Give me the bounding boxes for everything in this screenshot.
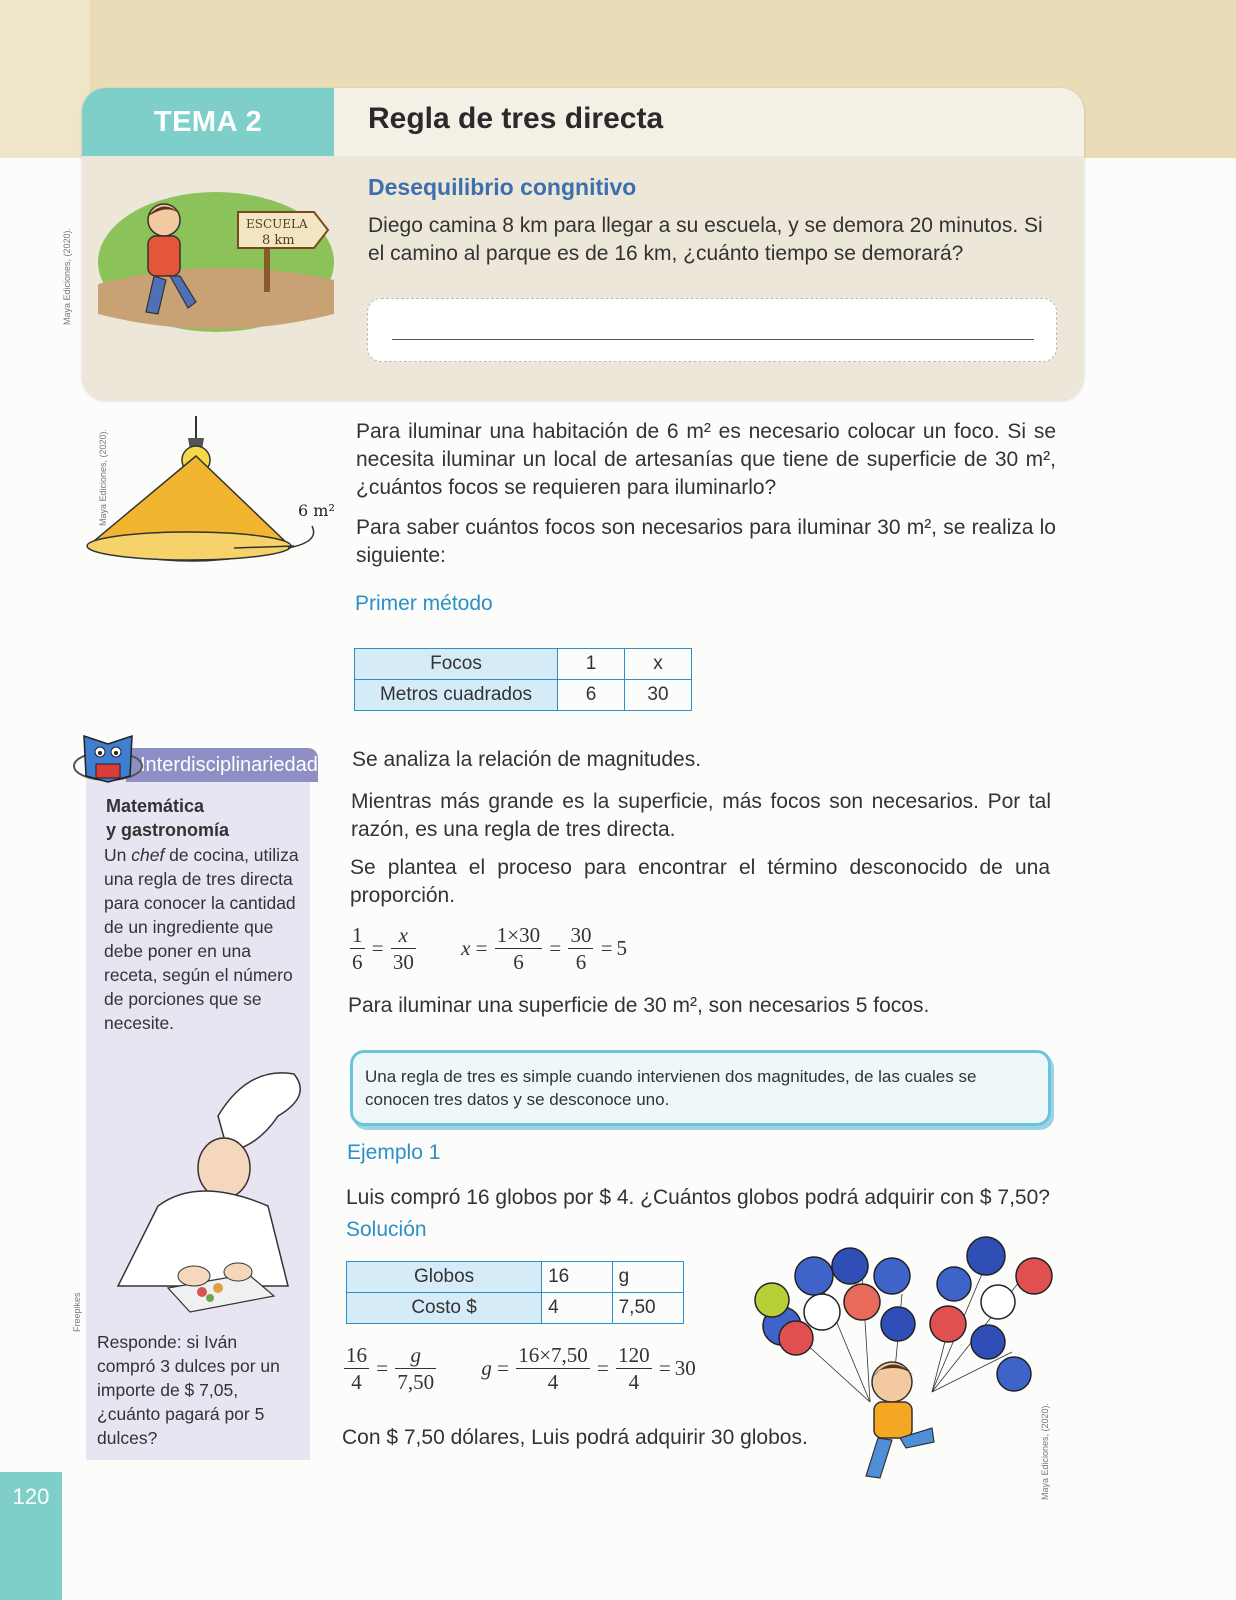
table-cell: 6 — [558, 680, 625, 711]
equation-proportion-2: $\frac{16}{4}$ = $\frac{g}{7,50}$ g = $\frac{16\times 7,50}{4}$ = $\frac{120}{4}$ = 30 — [346, 1343, 696, 1394]
boy-walking-illustration — [96, 184, 336, 332]
table-cell: Costo $ — [347, 1293, 542, 1324]
table-row — [355, 680, 692, 711]
table-cell: Globos — [347, 1262, 542, 1293]
definition-note — [350, 1050, 1051, 1126]
image-credit: Maya Ediciones, (2020). — [62, 227, 72, 325]
metodo-heading: Primer método — [355, 592, 493, 615]
table-row — [355, 649, 692, 680]
ejemplo-problem: Luis compró 16 globos por $ 4. ¿Cuántos globos podrá adquirir con $ 7,50? — [346, 1186, 1050, 1209]
answer-line — [392, 339, 1034, 340]
ejemplo-conclusion: Con $ 7,50 dólares, Luis podrá adquirir 30 globos. — [342, 1426, 808, 1449]
top-band-left — [0, 0, 90, 158]
book-mascot-icon — [70, 726, 146, 788]
responde-question: Responde: si Iván compró 3 dulces por un importe de $ 7,05, ¿cuánto pagará por 5 dulces? — [97, 1332, 280, 1448]
answer-box[interactable] — [367, 298, 1057, 362]
table-row — [347, 1262, 684, 1293]
metodo-conclusion: Para iluminar una superficie de 30 m², son necesarios 5 focos. — [348, 994, 930, 1017]
interdisciplinariedad-label: Interdisciplinariedad — [140, 754, 318, 776]
metodo-paragraph-3: Se plantea el proceso para encontrar el término desconocido de una proporción. — [350, 856, 1050, 907]
problem-text: Diego camina 8 km para llegar a su escuela, y se demora 20 minutos. Si el camino al parque es de 16 km, ¿cuánto tiempo se demorará? — [368, 214, 1043, 265]
chef-illustration — [98, 1056, 316, 1326]
equation-proportion-1: $\frac{1}{6}$ = $\frac{x}{30}$ x = $\frac{1\times 30}{6}$ = $\frac{30}{6}$ = 5 — [352, 923, 628, 974]
table-cell: x — [625, 649, 692, 680]
table-cell: Metros cuadrados — [355, 680, 558, 711]
metodo-paragraph-1: Se analiza la relación de magnitudes. — [352, 748, 702, 771]
table-cell: 16 — [542, 1262, 613, 1293]
chef-credit: Freepikes — [72, 1292, 82, 1332]
intro-paragraph-2: Para saber cuántos focos son necesarios para iluminar 30 m², se realiza lo siguiente: — [356, 516, 1056, 567]
solucion-heading: Solución — [346, 1218, 427, 1241]
table-cell: 1 — [558, 649, 625, 680]
table-cell: 4 — [542, 1293, 613, 1324]
sidebar-heading — [106, 794, 229, 842]
definition-text: Una regla de tres es simple cuando intervienen dos magnitudes, de las cuales se conocen tres datos y se desconoce uno. — [365, 1067, 977, 1109]
table-row — [347, 1293, 684, 1324]
metodo-paragraph-2: Mientras más grande es la superficie, más focos son necesarios. Por tal razón, es una regla de tres directa. — [351, 790, 1051, 841]
lamp-area-label: 6 m² — [298, 501, 335, 520]
focos-table — [354, 648, 692, 711]
table-cell: g — [612, 1262, 683, 1293]
sidebar-heading-line2: y gastronomía — [106, 820, 230, 840]
page-number: 120 — [0, 1472, 62, 1600]
balloons-illustration — [742, 1232, 1062, 1484]
globos-table — [346, 1261, 684, 1324]
interdisciplinariedad-tab — [126, 748, 318, 782]
header-card — [82, 88, 1084, 400]
balloons-credit: Maya Ediciones, (2020). — [1040, 1402, 1050, 1500]
table-cell: Focos — [355, 649, 558, 680]
tema-label: TEMA 2 — [82, 88, 334, 156]
table-cell: 7,50 — [612, 1293, 683, 1324]
page-title: Regla de tres directa — [368, 102, 664, 135]
lamp-illustration — [84, 416, 344, 566]
sidebar-text: Un chef de cocina, utiliza una regla de tres directa para conocer la cantidad de un ingrediente que debe poner en una receta, según el número de porciones que se necesite. — [104, 845, 299, 1033]
sidebar-heading-line1: Matemática — [106, 796, 205, 816]
section-heading: Desequilibrio congnitivo — [368, 174, 637, 200]
ejemplo-heading: Ejemplo 1 — [347, 1141, 441, 1164]
lamp-credit: Maya Ediciones, (2020). — [98, 428, 108, 526]
intro-paragraph-1: Para iluminar una habitación de 6 m² es necesario colocar un foco. Si se necesita iluminar un local de artesanías que tiene de superficie de 30 m², ¿cuántos focos se requieren para iluminarlo? — [356, 420, 1056, 499]
sign-text-1: ESCUELA — [246, 217, 308, 231]
sign-text-2: 8 km — [262, 233, 295, 248]
table-cell: 30 — [625, 680, 692, 711]
